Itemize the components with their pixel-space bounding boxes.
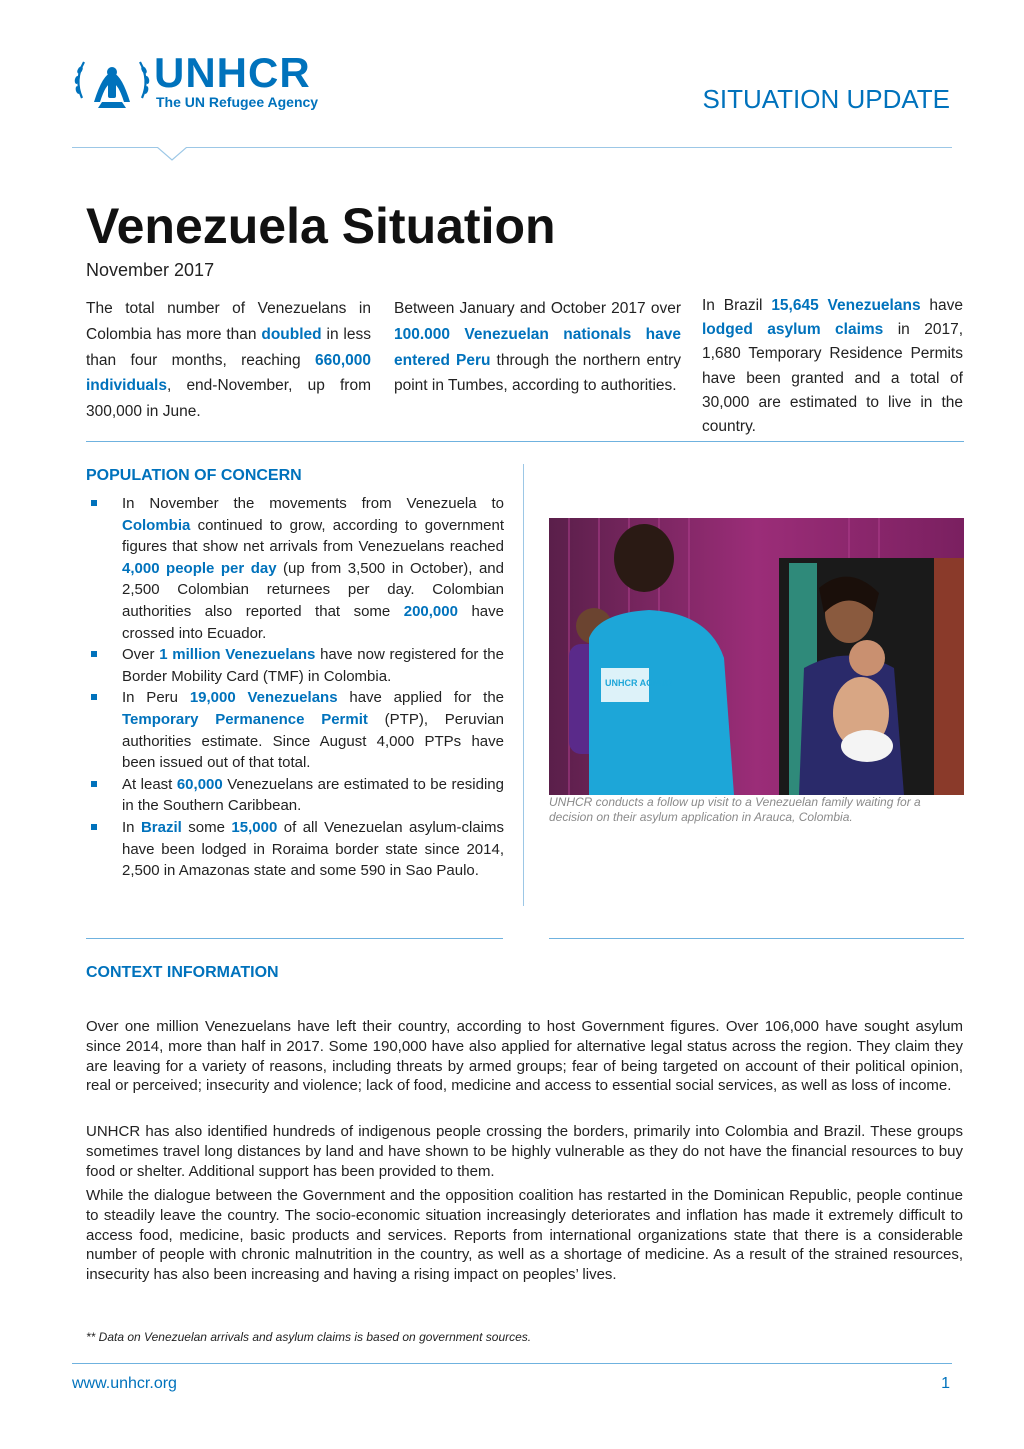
population-list	[86, 493, 504, 882]
context-paragraph: Over one million Venezuelans have left their country, according to host Government figures. Over 106,000 have sought asylum since 2014, more than half in 2017. Some 190,000 have also applied for alternative legal status across the region. They claim they are leaving for a variety of reasons, including threats by armed groups; fear of being targeted on account of their political opinion, real or perceived; insecurity and violence; lack of food, medicine and access to essential social services, as well as loss of income.	[86, 1018, 963, 1095]
bullet-icon	[91, 781, 97, 787]
page-title: Venezuela Situation	[86, 198, 556, 254]
highlight-peru: Between January and October 2017 over 100.000 Venezuelan nationals have entered Peru through the northern entry point in Tumbes, according to authorities.	[394, 300, 681, 395]
page-date: November 2017	[86, 260, 215, 280]
footer-divider	[72, 1363, 952, 1364]
logo-tagline: The UN Refugee Agency	[156, 94, 319, 110]
column-divider	[523, 464, 524, 906]
field-visit-photo	[549, 518, 964, 795]
chevron-down-icon	[157, 147, 187, 163]
bullet-icon	[91, 824, 97, 830]
footnote: ** Data on Venezuelan arrivals and asylum claims is based on government sources.	[86, 1330, 532, 1344]
list-item: Over 1 million Venezuelans have now registered for the Border Mobility Card (TMF) in Colombia.	[86, 644, 504, 687]
section-divider	[549, 938, 964, 939]
footer-url-link[interactable]: www.unhcr.org	[72, 1375, 177, 1392]
situation-update-badge: SITUATION UPDATE	[702, 84, 950, 114]
list-item: In Peru 19,000 Venezuelans have applied for the Temporary Permanence Permit (PTP), Peruvian authorities estimate. Since August 4,000 PTPs have been issued out of that total.	[86, 687, 504, 773]
section-divider	[86, 441, 964, 442]
logo-name: UNHCR	[154, 49, 311, 96]
context-paragraph: While the dialogue between the Government and the opposition coalition has restarted in the Dominican Republic, people continue to steadily leave the country. The socio-economic situation increasingly deteriorates and inflation has made it extremely difficult to access food, medicine, basic products and services. Reports from international organizations state that there is a considerable number of people with chronic malnutrition in the country, as well as a shortage of medicine. As a result of the strained resources, insecurity has also been increasing and having a rising impact on peoples’ lives.	[86, 1187, 963, 1284]
population-heading: POPULATION OF CONCERN	[86, 467, 302, 484]
context-heading: CONTEXT INFORMATION	[86, 964, 279, 981]
header-divider	[72, 147, 952, 148]
bullet-icon	[91, 500, 97, 506]
list-item: In Brazil some 15,000 of all Venezuelan asylum-claims have been lodged in Roraima border state since 2014, 2,500 in Amazonas state and some 590 in Sao Paulo.	[86, 817, 504, 882]
page-number: 1	[941, 1375, 950, 1392]
photo-caption: UNHCR conducts a follow up visit to a Venezuelan family waiting for a decision on their asylum application in Arauca, Colombia.	[549, 795, 921, 824]
highlight-colombia: The total number of Venezuelans in Colombia has more than doubled in less than four months, reaching 660,000 individuals, end-November, up from 300,000 in June.	[86, 300, 371, 421]
section-divider	[86, 938, 503, 939]
bullet-icon	[91, 694, 97, 700]
bullet-icon	[91, 651, 97, 657]
list-item: At least 60,000 Venezuelans are estimated to be residing in the Southern Caribbean.	[86, 774, 504, 817]
highlight-brazil: In Brazil 15,645 Venezuelans have lodged asylum claims in 2017, 1,680 Temporary Residence Permits have been granted and a total of 30,000 are estimated to live in the country.	[702, 297, 963, 436]
shirt-logo-text: UNHCR ACNUR	[605, 678, 673, 688]
context-paragraph: UNHCR has also identified hundreds of indigenous people crossing the borders, primarily into Colombia and Brazil. These groups sometimes travel long distances by land and have shown to be highly vulnerable as they do not have the financial resources to buy food or shelter. Additional support has been provided to them.	[86, 1123, 963, 1180]
list-item: In November the movements from Venezuela to Colombia continued to grow, according to government figures that show net arrivals from Venezuelans reached 4,000 people per day (up from 3,500 in October), and 2,500 Colombian returnees per day. Colombian authorities also reported that some 200,000 have crossed into Ecuador.	[86, 493, 504, 644]
